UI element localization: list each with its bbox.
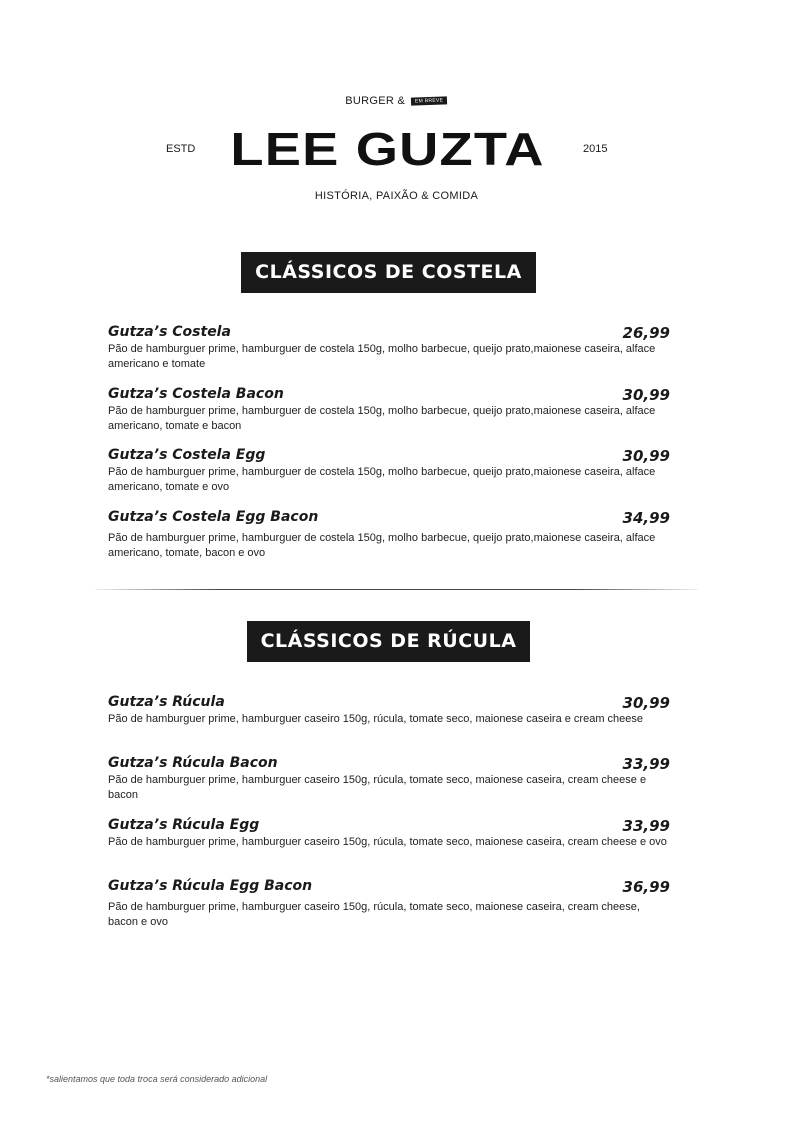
- menu-item: [108, 386, 670, 434]
- brand-subtitle: HISTÓRIA, PAIXÃO & COMIDA: [314, 190, 479, 202]
- item-name: Gutza’s Rúcula: [108, 694, 225, 710]
- tagline: [0, 95, 793, 107]
- item-price: 34,99: [622, 509, 670, 527]
- item-name: Gutza’s Costela: [108, 324, 231, 340]
- footnote: *salientamos que toda troca será considerado adicional: [46, 1074, 268, 1084]
- menu-item: [108, 694, 670, 727]
- item-description: Pão de hamburguer prime, hamburguer de costela 150g, molho barbecue, queijo prato,maionese caseira, alface americano, tomate e bacon: [108, 405, 656, 432]
- established-year: 2015: [583, 143, 608, 155]
- menu-item: [108, 324, 670, 372]
- item-price: 33,99: [622, 755, 670, 773]
- item-name: Gutza’s Costela Bacon: [108, 386, 284, 402]
- menu-item: [108, 755, 670, 803]
- menu-item: [108, 509, 670, 561]
- item-description: Pão de hamburguer prime, hamburguer caseiro 150g, rúcula, tomate seco, maionese caseira e cream cheese: [108, 713, 644, 725]
- item-description: Pão de hamburguer prime, hamburguer caseiro 150g, rúcula, tomate seco, maionese caseira, cream cheese, bacon e ovo: [108, 901, 640, 928]
- item-name: Gutza’s Costela Egg: [108, 447, 266, 463]
- item-price: 30,99: [622, 447, 670, 465]
- item-price: 26,99: [622, 324, 670, 342]
- coming-soon-badge: EM BREVE: [411, 96, 448, 105]
- item-name: Gutza’s Costela Egg Bacon: [108, 509, 319, 525]
- item-description: Pão de hamburguer prime, hamburguer caseiro 150g, rúcula, tomate seco, maionese caseira, cream cheese e bacon: [108, 774, 647, 801]
- item-description: Pão de hamburguer prime, hamburguer caseiro 150g, rúcula, tomate seco, maionese caseira, cream cheese e ovo: [108, 836, 667, 848]
- item-price: 30,99: [622, 386, 670, 404]
- section-divider: [95, 589, 698, 590]
- brand-logo: LEE GUZTA: [230, 123, 545, 175]
- tagline-text: BURGER &: [345, 95, 406, 107]
- section-title-costela: CLÁSSICOS DE COSTELA: [241, 252, 536, 293]
- item-price: 33,99: [622, 817, 670, 835]
- menu-item: [108, 817, 670, 850]
- item-description: Pão de hamburguer prime, hamburguer de costela 150g, molho barbecue, queijo prato,maionese caseira, alface americano, tomate, bacon e ovo: [108, 532, 656, 559]
- item-name: Gutza’s Rúcula Bacon: [108, 755, 278, 771]
- item-description: Pão de hamburguer prime, hamburguer de costela 150g, molho barbecue, queijo prato,maionese caseira, alface americano e tomate: [108, 343, 656, 370]
- item-name: Gutza’s Rúcula Egg Bacon: [108, 878, 313, 894]
- item-price: 30,99: [622, 694, 670, 712]
- item-price: 36,99: [622, 878, 670, 896]
- section-title-rucula: CLÁSSICOS DE RÚCULA: [247, 621, 530, 662]
- item-name: Gutza’s Rúcula Egg: [108, 817, 260, 833]
- menu-item: [108, 878, 670, 930]
- menu-item: [108, 447, 670, 495]
- item-description: Pão de hamburguer prime, hamburguer de costela 150g, molho barbecue, queijo prato,maionese caseira, alface americano, tomate e ovo: [108, 466, 656, 493]
- estd-label: ESTD: [166, 143, 196, 155]
